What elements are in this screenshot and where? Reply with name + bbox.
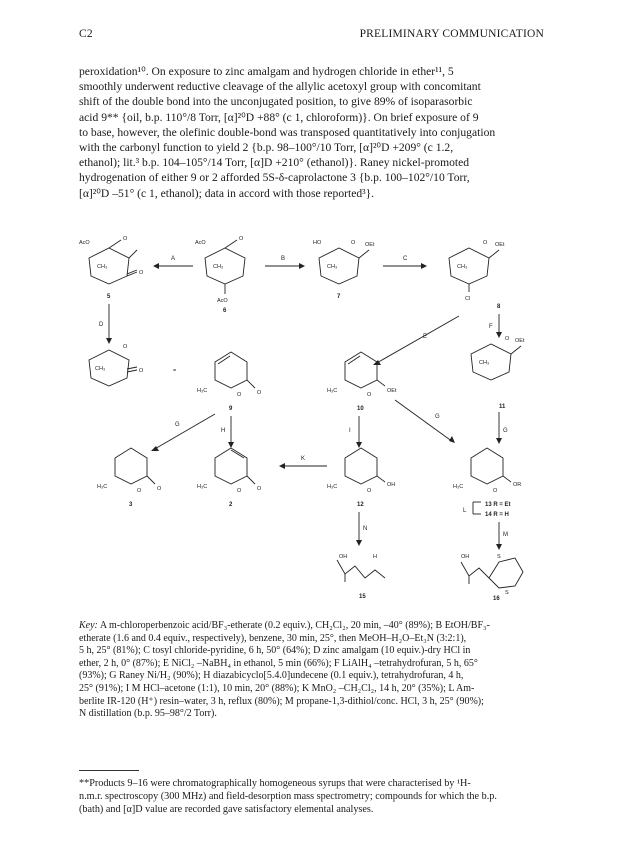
footnote (79, 777, 549, 816)
svg-text:O: O (257, 390, 262, 396)
svg-text:M: M (503, 532, 508, 538)
arrow-G-left (151, 414, 215, 451)
structure-6 (195, 236, 245, 314)
body-line: shift of the double bond into the unconjugated position, to give 89% of isoparasorbic (79, 95, 473, 109)
svg-text:16: 16 (493, 596, 500, 602)
svg-text:CH₃: CH₃ (213, 264, 224, 270)
svg-text:14 R = H: 14 R = H (485, 512, 509, 518)
svg-text:OEt: OEt (365, 242, 375, 248)
structure-12 (327, 448, 395, 508)
svg-text:O: O (505, 336, 510, 342)
key-line: etherate (1.6 and 0.4 equiv., respectively), benzene, 30 min, 25°, then MeOH–H₂O–Et₃N (3:2:1), (79, 632, 467, 644)
arrow-F (489, 314, 502, 338)
svg-text:S: S (497, 554, 501, 560)
svg-text:D: D (99, 322, 104, 328)
svg-text:CH₃: CH₃ (97, 264, 108, 270)
structure-8 (449, 240, 505, 310)
svg-text:C: C (403, 256, 408, 262)
footnote-line: **Products 9–16 were chromatographically homogeneous syrups that were characterised by ¹H- (79, 778, 471, 789)
arrow-G-right (395, 400, 455, 443)
svg-text:L: L (463, 508, 467, 514)
key-label: Key: (79, 620, 98, 631)
svg-text:H₃C: H₃C (97, 484, 108, 490)
svg-text:OEt: OEt (387, 388, 397, 394)
svg-text:8: 8 (497, 304, 501, 310)
svg-text:OH: OH (339, 554, 348, 560)
svg-text:O: O (351, 240, 356, 246)
key-line: Key: A m-chloroperbenzoic acid/BF₃-etherate (0.2 equiv.), CH₂Cl₂, 20 min, –40° (89%); B EtOH/BF₃- (79, 620, 490, 631)
footnote-divider (79, 770, 139, 771)
page-number: C2 (79, 28, 93, 40)
svg-text:OEt: OEt (495, 242, 505, 248)
scheme-key (79, 620, 549, 721)
body-line: [α]²⁰D –51° (c 1, ethanol); data in accord with those reported³}. (79, 186, 375, 200)
svg-text:OEt: OEt (515, 338, 525, 344)
svg-text:O: O (123, 344, 128, 350)
body-paragraph (79, 64, 549, 201)
footnote-line: (bath) and [α]D value are recorded gave satisfactory elemental analyses. (79, 804, 374, 815)
svg-text:O: O (237, 488, 242, 494)
svg-text:O: O (237, 392, 242, 398)
svg-text:OR: OR (513, 482, 522, 488)
svg-text:O: O (367, 488, 372, 494)
svg-text:11: 11 (499, 404, 506, 410)
svg-text:AcO: AcO (217, 298, 228, 304)
svg-text:CH₃: CH₃ (457, 264, 468, 270)
svg-text:O: O (493, 488, 498, 494)
arrow-G-down (496, 412, 508, 444)
svg-text:10: 10 (357, 406, 364, 412)
svg-text:AcO: AcO (79, 240, 90, 246)
svg-text:O: O (137, 488, 142, 494)
arrow-B (265, 256, 305, 269)
arrow-K (279, 456, 327, 469)
svg-text:H: H (373, 554, 377, 560)
svg-text:G: G (175, 422, 180, 428)
svg-text:OH: OH (387, 482, 396, 488)
svg-text:H₃C: H₃C (327, 388, 338, 394)
svg-text:E: E (423, 334, 428, 340)
svg-text:2: 2 (229, 502, 233, 508)
structure-10 (327, 352, 397, 412)
body-line: smoothly underwent reductive cleavage of the allylic acetoxyl group with concomitant (79, 80, 481, 94)
svg-text:O: O (157, 486, 162, 492)
svg-text:G: G (435, 414, 440, 420)
svg-text:12: 12 (357, 502, 364, 508)
structure-7 (313, 240, 375, 300)
svg-text:Cl: Cl (465, 296, 471, 302)
arrow-M (496, 522, 508, 550)
svg-text:7: 7 (337, 294, 341, 300)
structure-3 (97, 448, 162, 508)
svg-text:AcO: AcO (195, 240, 206, 246)
body-line: peroxidation¹⁰. On exposure to zinc amalgam and hydrogen chloride in ether¹¹, 5 (79, 65, 454, 78)
svg-text:13 R = Et: 13 R = Et (485, 502, 511, 508)
svg-text:3: 3 (129, 502, 133, 508)
body-line: with the carbonyl function to yield 2 {b.p. 98–100°/10 Torr, [α]²⁰D +209° (c 1.2, (79, 141, 454, 155)
structure-15 (337, 554, 385, 600)
svg-text:O: O (257, 486, 262, 492)
key-line: (93%); G Raney Ni/H₂ (90%); H diazabicyclo[5.4.0]undecene (0.1 equiv.), tetrahydrofuran, 4 h, (79, 670, 464, 682)
svg-text:I: I (349, 428, 351, 434)
key-line: 5 h, 25° (81%); C tosyl chloride-pyridine, 6 h, 50° (64%); D zinc amalgam (10 equiv.)-dry HCl in (79, 645, 471, 657)
svg-text:A: A (171, 256, 176, 262)
svg-text:H₃C: H₃C (197, 388, 208, 394)
svg-text:H₃C: H₃C (453, 484, 464, 490)
key-line: 25° (91%); I M HCl–acetone (1:1), 10 min, 20° (88%); K MnO₂ –CH₂Cl₂, 14 h, 20° (35%); L Am- (79, 682, 475, 694)
arrow-N (356, 512, 367, 546)
arrow-L (463, 502, 481, 514)
key-line: ether, 2 h, 0° (87%); E NiCl₂ –NaBH₄ in ethanol, 5 min (66%); F LiAlH₄ –tetrahydrofuran, 5 h, 65° (79, 657, 478, 669)
body-line: ethanol); lit.³ b.p. 104–105°/14 Torr, [α]D +210° (ethanol)}. Raney nickel-promoted (79, 156, 470, 170)
structure-16 (461, 554, 523, 602)
svg-text:HO: HO (313, 240, 322, 246)
svg-text:H₃C: H₃C (327, 484, 338, 490)
svg-text:6: 6 (223, 308, 227, 314)
running-title: PRELIMINARY COMMUNICATION (359, 28, 544, 40)
key-line: berlite IR-120 (H⁺) resin–water, 3 h, reflux (80%); M propane-1,3-dithiol/conc. HCl, 3 h, 25° (90%); (79, 695, 484, 707)
structure-9-cyclic (89, 344, 144, 386)
svg-text:O: O (239, 236, 244, 242)
svg-text:H₃C: H₃C (197, 484, 208, 490)
svg-text:O: O (367, 392, 372, 398)
svg-text:9: 9 (229, 406, 233, 412)
svg-text:N: N (363, 526, 368, 532)
structure-9 (197, 352, 262, 412)
svg-text:O: O (139, 270, 144, 276)
svg-text:K: K (301, 456, 306, 462)
arrow-H (221, 416, 234, 448)
svg-text:F: F (489, 324, 493, 330)
svg-text:OH: OH (461, 554, 470, 560)
svg-text:CH₃: CH₃ (479, 360, 490, 366)
structure-11 (471, 336, 525, 410)
svg-text:CH₃: CH₃ (95, 366, 106, 372)
svg-text:O: O (483, 240, 488, 246)
svg-text:O: O (139, 368, 144, 374)
svg-text:B: B (281, 256, 286, 262)
svg-text:S: S (505, 590, 509, 596)
body-line: to base, however, the olefinic double-bond was transposed quantitatively into conjugation (79, 125, 496, 139)
svg-text:5: 5 (107, 294, 111, 300)
arrow-E (373, 316, 459, 365)
svg-text:15: 15 (359, 594, 366, 600)
arrow-C (383, 256, 427, 269)
equivalence-sign: = (173, 368, 177, 374)
key-line: N distillation (b.p. 95–98°/2 Torr). (79, 708, 217, 720)
structure-2 (197, 448, 262, 508)
body-line: acid 9** {oil, b.p. 110°/8 Torr, [α]²⁰D +88° (c 1, chloroform)}. On brief exposure of 9 (79, 110, 479, 124)
body-line: hydrogenation of either 9 or 2 afforded 5S-δ-caprolactone 3 {b.p. 100–102°/10 Torr, (79, 171, 470, 185)
footnote-line: n.m.r. spectroscopy (300 MHz) and field-desorption mass spectrometry; compounds for which the b.p. (79, 791, 497, 802)
svg-text:H: H (221, 428, 226, 434)
svg-text:O: O (123, 236, 128, 242)
svg-text:CH₃: CH₃ (327, 264, 338, 270)
arrow-D (99, 304, 112, 344)
structure-5 (79, 236, 144, 300)
arrow-I (349, 416, 362, 448)
arrow-A (153, 256, 193, 269)
svg-text:G: G (503, 428, 508, 434)
reaction-scheme (79, 236, 549, 616)
